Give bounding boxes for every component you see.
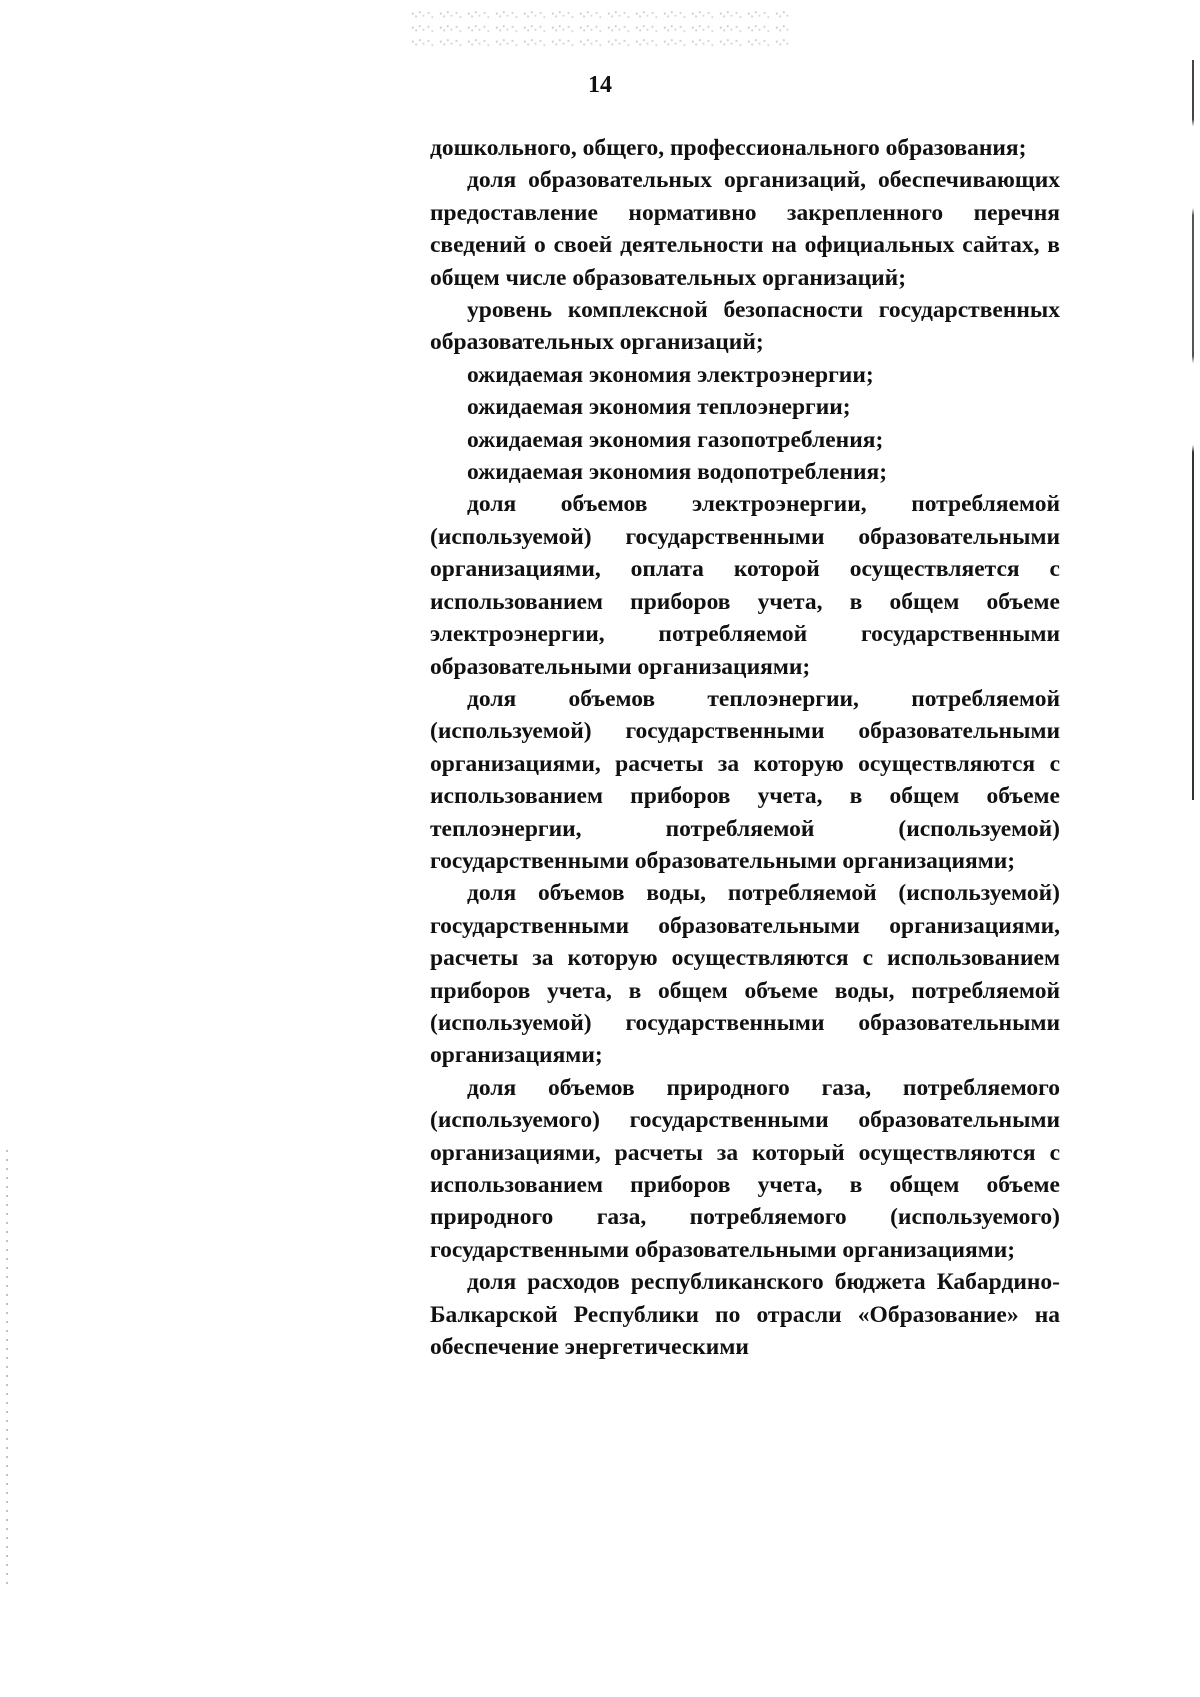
paragraph-indicator: доля образовательных организаций, обеспечивающих предоставление нормативно закрепленного перечня сведений о своей деятельности на официальных сайтах, в общем числе образовательных организаций; [430, 167, 1060, 291]
scan-edge-dots [6, 1150, 8, 1590]
page-number: 14 [588, 72, 612, 98]
scan-edge-line [1192, 60, 1194, 800]
paragraph-indicator: доля расходов республиканского бюджета Кабардино-Балкарской Республики по отрасли «Образование» на обеспечение энергетическими [430, 1269, 1060, 1361]
paragraph-indicator: ожидаемая экономия водопотребления; [467, 459, 888, 486]
document-body [430, 132, 1060, 1363]
paragraph-indicator: доля объемов природного газа, потребляемого (используемого) государственными образовательными организациями, расчеты за который осуществляются с использованием приборов учета, в общем объеме природного газа, потребляемого (используемого) государственными образовательными организациями; [430, 1074, 1060, 1263]
paragraph-indicator: ожидаемая экономия теплоэнергии; [467, 394, 851, 421]
paragraph-indicator: доля объемов теплоэнергии, потребляемой (используемой) государственными образовательными организациями, расчеты за которую осуществляются с использованием приборов учета, в общем объеме теплоэнергии, потребляемой (используемой) государственными образовательными организациями; [430, 685, 1060, 874]
paragraph-indicator: доля объемов электроэнергии, потребляемой (используемой) государственными образовательными организациями, оплата которой осуществляется с использованием приборов учета, в общем объеме электроэнергии, потребляемой государственными образовательными организациями; [430, 491, 1060, 680]
scan-noise [410, 8, 790, 48]
paragraph-indicator: ожидаемая экономия электроэнергии; [467, 361, 874, 388]
paragraph-indicator: ожидаемая экономия газопотребления; [467, 426, 884, 453]
paragraph-indicator: доля объемов воды, потребляемой (используемой) государственными образовательными организациями, расчеты за которую осуществляются с использованием приборов учета, в общем объеме воды, потребляемой (используемой) государственными образовательными организациями; [430, 880, 1060, 1069]
paragraph-continuation: дошкольного, общего, профессионального образования; [430, 135, 1027, 161]
paragraph-indicator: уровень комплексной безопасности государственных образовательных организаций; [430, 297, 1060, 356]
